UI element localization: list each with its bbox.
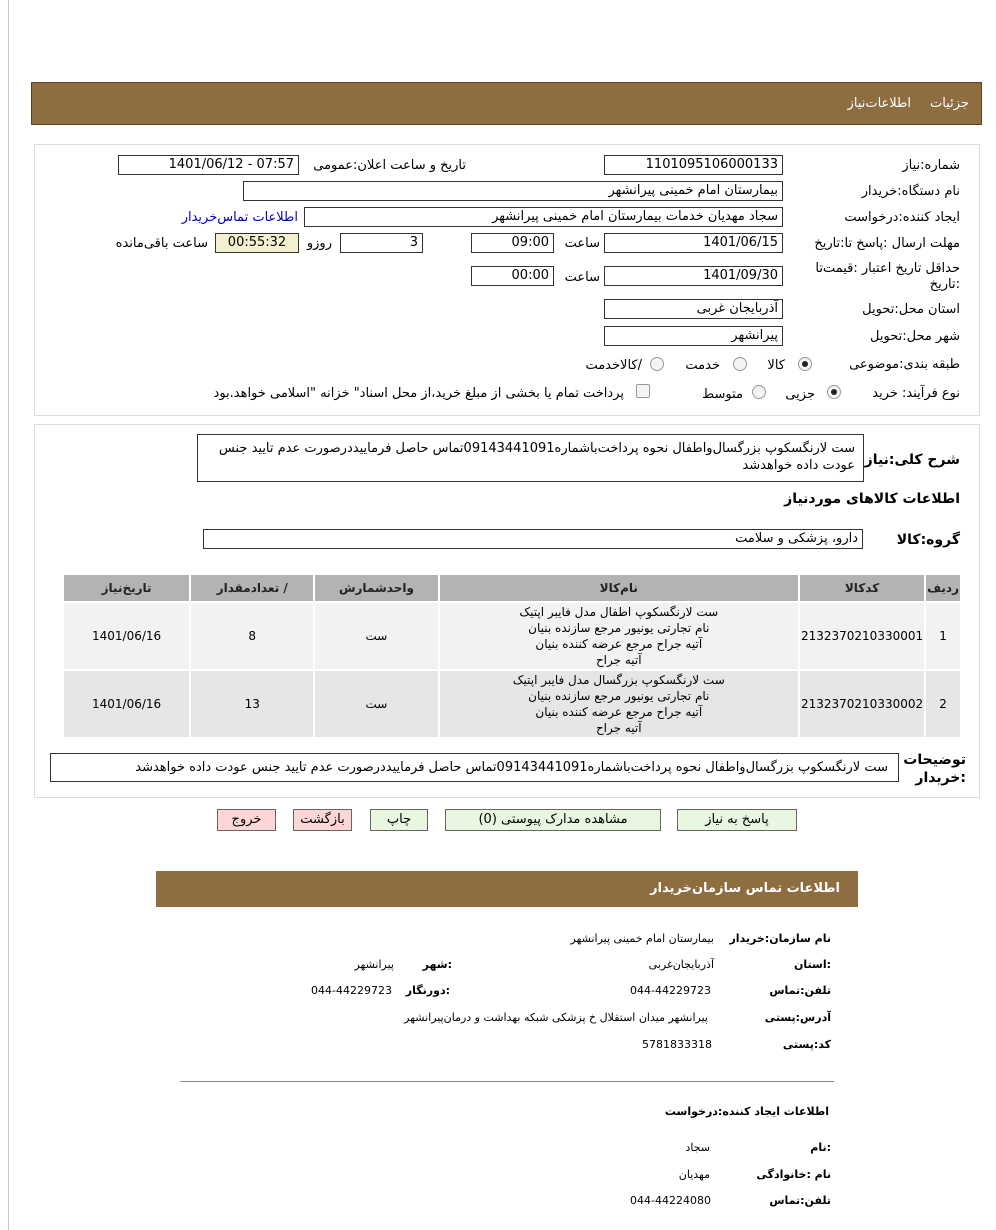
- requester-info-title: اطلاعات ایجاد کننده:درخواست: [664, 1105, 829, 1118]
- requester-family-label: نام :خانوادگی: [756, 1168, 831, 1181]
- process-label: نوع فرآیند: خرید: [872, 386, 960, 401]
- deadline-label: مهلت ارسال :پاسخ تا:تاریخ: [814, 236, 960, 251]
- contact-city-value: پیرانشهر: [354, 958, 394, 971]
- process-radio-medium[interactable]: [752, 385, 766, 399]
- category-radio-service[interactable]: [733, 357, 747, 371]
- validity-time-label: ساعت: [564, 270, 600, 285]
- buyer-notes-label-line1: توضیحات: [903, 752, 966, 768]
- category-option-goods-service: /کالاخدمت: [585, 358, 642, 373]
- cell-unit: ست: [314, 670, 438, 738]
- col-date: تاریخ‌نیاز: [63, 574, 190, 602]
- validity-label-line2: :تاریخ: [929, 277, 960, 292]
- contact-org-value: بیمارستان امام خمینی پیرانشهر: [570, 932, 714, 945]
- contact-fax-value: 044-44229723: [311, 984, 392, 997]
- cell-qty: 13: [190, 670, 314, 738]
- remaining-label: ساعت باقی‌مانده: [115, 236, 208, 251]
- province-label: استان محل:تحویل: [862, 302, 960, 317]
- col-name: نام‌کالا: [439, 574, 799, 602]
- cell-row: 2: [925, 670, 961, 738]
- deadline-time-label: ساعت: [564, 236, 600, 251]
- announce-label: تاریخ و ساعت اعلان:عمومی: [313, 158, 466, 173]
- cell-name: [439, 670, 799, 738]
- cell-code: 2132370210330001: [799, 602, 925, 670]
- name-line: ست لارنگسکوپ اطفال مدل فایبر اپتیک: [519, 605, 719, 619]
- name-line: آتیه جراح: [595, 721, 642, 735]
- requester-phone-value: 044-44224080: [630, 1194, 711, 1207]
- page-left-border: [8, 0, 9, 1230]
- remaining-time-field: 00:55:32: [215, 233, 299, 253]
- requester-field: سجاد مهدیان خدمات بیمارستان امام خمینی پیرانشهر: [304, 207, 783, 227]
- need-number-label: شماره:نیاز: [902, 158, 960, 173]
- deadline-date-field: 1401/06/15: [604, 233, 783, 253]
- contact-address-value: پیرانشهر میدان استقلال خ پزشکی شبکه بهداشت و درمان‌پیرانشهر: [404, 1011, 708, 1024]
- col-row: ردیف: [925, 574, 961, 602]
- contact-province-label: :استان: [794, 958, 831, 971]
- name-line: نام تجارتی یونیور مرجع سازنده بنیان: [528, 621, 710, 635]
- exit-button[interactable]: خروج: [217, 809, 276, 831]
- contact-org-label: نام سازمان:خریدار: [729, 932, 831, 945]
- tab-details[interactable]: جزئیات: [930, 96, 969, 111]
- buyer-notes-text: ست لارنگسکوپ بزرگسال‌واطفال نحوه پرداخت‌باشماره09143441091تماس حاصل فرماییددرصورت عدم تایید جنس عودت داده خواهدشد: [50, 753, 899, 782]
- contact-divider: [180, 1081, 834, 1082]
- goods-group-field: دارو، پزشکی و سلامت: [203, 529, 863, 549]
- cell-name: [439, 602, 799, 670]
- col-unit: واحدشمارش: [314, 574, 438, 602]
- category-option-goods: کالا: [767, 358, 785, 373]
- print-button[interactable]: چاپ: [370, 809, 428, 831]
- buyer-org-label: نام دستگاه:خریدار: [861, 184, 960, 199]
- contact-phone-value: 044-44229723: [630, 984, 711, 997]
- cell-date: 1401/06/16: [63, 670, 190, 738]
- name-line: آتیه جراح مرجع عرضه کننده بنیان: [535, 705, 703, 719]
- table-row: [63, 602, 961, 670]
- payment-note: پرداخت تمام یا بخشی از مبلغ خرید،از محل اسناد" خزانه "اسلامی خواهد.بود: [213, 386, 624, 401]
- validity-label-line1: حداقل تاریخ اعتبار :قیمت‌تا: [815, 261, 960, 276]
- contact-province-value: آذربایجان‌غربی: [648, 958, 714, 971]
- goods-table: [62, 573, 962, 739]
- contact-header-bar: [156, 871, 858, 907]
- cell-qty: 8: [190, 602, 314, 670]
- days-label: روزو: [306, 236, 332, 251]
- requester-name-value: سجاد: [685, 1141, 710, 1154]
- contact-fax-label: :دورنگار: [405, 984, 450, 997]
- validity-time-field: 00:00: [471, 266, 554, 286]
- need-number-field: 1101095106000133: [604, 155, 783, 175]
- cell-unit: ست: [314, 602, 438, 670]
- name-line: نام تجارتی یونیور مرجع سازنده بنیان: [528, 689, 710, 703]
- days-field: 3: [340, 233, 423, 253]
- name-line: آتیه جراح: [595, 653, 642, 667]
- name-line: ست لارنگسکوپ بزرگسال مدل فایبر اپتیک: [512, 673, 725, 687]
- buyer-notes-label-line2: :خریدار: [915, 770, 966, 786]
- contact-title: اطلاعات تماس سازمان‌خریدار: [650, 881, 840, 896]
- validity-date-field: 1401/09/30: [604, 266, 783, 286]
- requester-family-value: مهدیان: [678, 1168, 710, 1181]
- process-option-minor: جزیی: [785, 387, 815, 402]
- attachments-button[interactable]: مشاهده مدارک پیوستی (0): [445, 809, 661, 831]
- cell-date: 1401/06/16: [63, 602, 190, 670]
- contact-phone-label: تلفن:تماس: [769, 984, 831, 997]
- category-option-service: خدمت: [685, 358, 720, 373]
- buyer-org-field: بیمارستان امام خمینی پیرانشهر: [243, 181, 783, 201]
- col-code: کدکالا: [799, 574, 925, 602]
- process-option-medium: متوسط: [702, 387, 743, 402]
- cell-row: 1: [925, 602, 961, 670]
- category-label: طبقه بندی:موضوعی: [849, 357, 960, 372]
- tab-need-info[interactable]: اطلاعات‌نیاز: [847, 96, 911, 111]
- back-button[interactable]: بازگشت: [293, 809, 352, 831]
- contact-postal-value: 5781833318: [642, 1038, 712, 1051]
- province-field: آذربایجان غربی: [604, 299, 783, 319]
- description-label: شرح کلی:نیاز: [864, 452, 960, 468]
- goods-info-title: اطلاعات کالاهای موردنیاز: [784, 491, 960, 507]
- cell-code: 2132370210330002: [799, 670, 925, 738]
- contact-city-label: :شهر: [422, 958, 452, 971]
- reply-button[interactable]: پاسخ به نیاز: [677, 809, 797, 831]
- buyer-contact-link[interactable]: اطلاعات تماس‌خریدار: [181, 210, 298, 225]
- requester-label: ایجاد کننده:درخواست: [844, 210, 960, 225]
- requester-phone-label: تلفن:تماس: [769, 1194, 831, 1207]
- payment-checkbox[interactable]: [636, 384, 650, 398]
- name-line: آتیه جراح مرجع عرضه کننده بنیان: [535, 637, 703, 651]
- requester-name-label: :نام: [810, 1141, 831, 1154]
- announce-field: 1401/06/12 - 07:57: [118, 155, 299, 175]
- city-field: پیرانشهر: [604, 326, 783, 346]
- goods-group-label: گروه:کالا: [896, 532, 960, 548]
- contact-postal-label: کد:پستی: [782, 1038, 831, 1051]
- description-text: ست لارنگسکوپ بزرگسال‌واطفال نحوه پرداخت‌باشماره09143441091تماس حاصل فرماییددرصورت عدم تایید جنس عودت داده خواهدشد: [197, 434, 864, 482]
- deadline-time-field: 09:00: [471, 233, 554, 253]
- contact-address-label: آدرس:پستی: [764, 1011, 831, 1024]
- header-bar: [31, 82, 982, 125]
- col-qty: / تعدادمقدار: [190, 574, 314, 602]
- category-radio-goods-service[interactable]: [650, 357, 664, 371]
- category-radio-goods[interactable]: [798, 357, 812, 371]
- table-row: [63, 670, 961, 738]
- city-label: شهر محل:تحویل: [870, 329, 960, 344]
- process-radio-minor[interactable]: [827, 385, 841, 399]
